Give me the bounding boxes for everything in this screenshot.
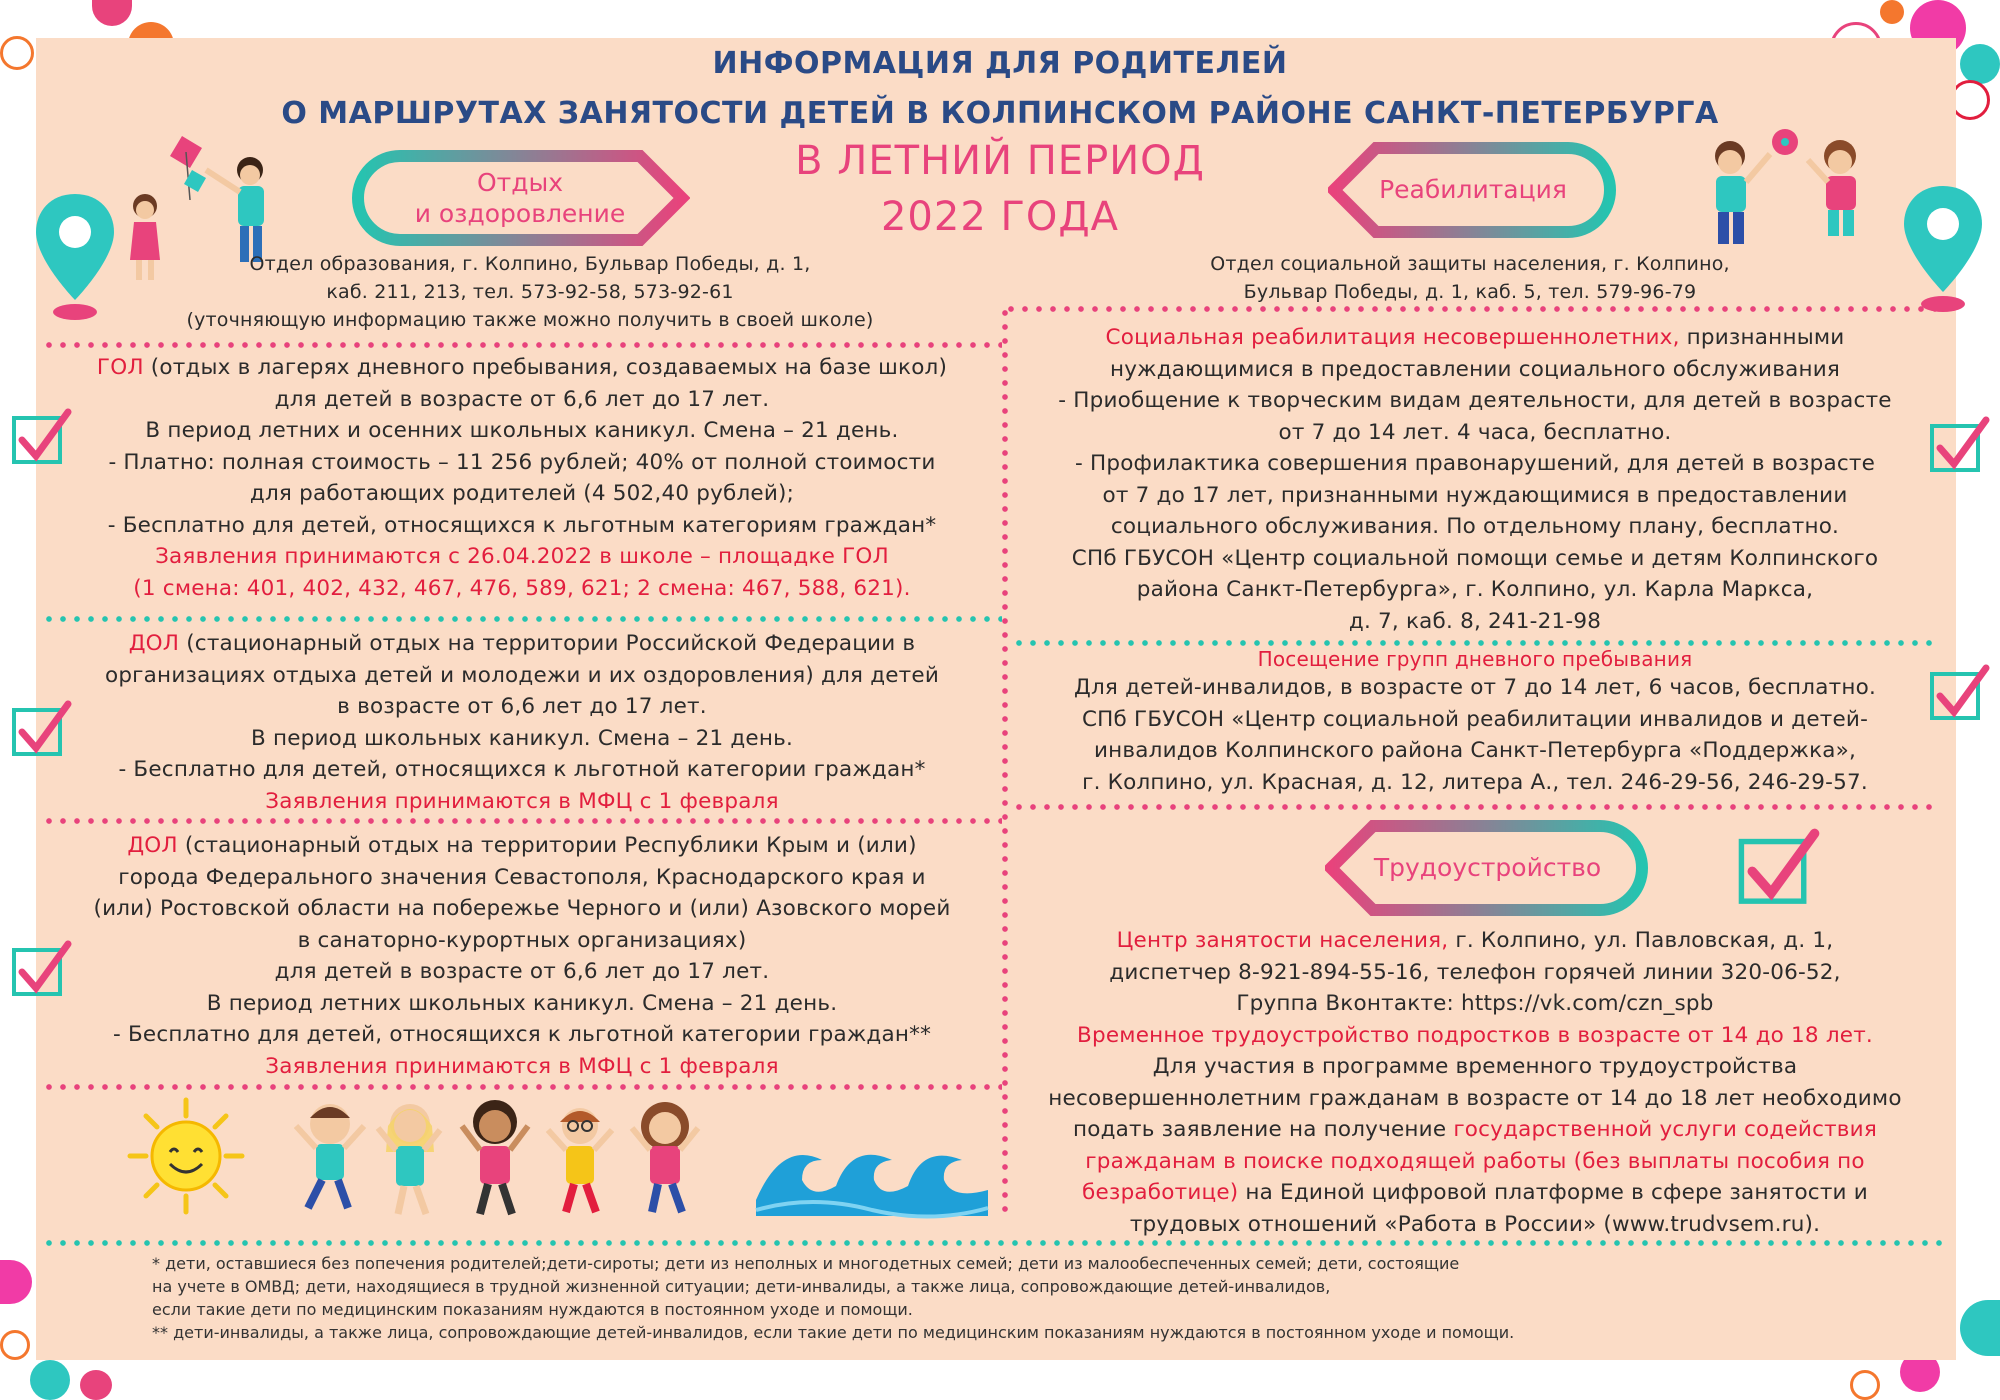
decor-ring bbox=[0, 1330, 30, 1360]
kids-ball-illustration bbox=[1690, 126, 1880, 256]
tag-rest bbox=[350, 148, 690, 248]
rehab-line: социального обслуживания. По отдельному плану, бесплатно. bbox=[1110, 514, 1840, 539]
dol-line: в санаторно-курортных организациях) bbox=[297, 927, 747, 953]
daycare-section bbox=[1010, 646, 1940, 798]
employment-service: безработице) bbox=[1082, 1180, 1239, 1205]
dol-title: ДОЛ bbox=[128, 631, 180, 656]
footnote-line: если такие дети по медицинским показаниям нуждаются в постоянном уходе и помощи. bbox=[152, 1300, 913, 1319]
employment-line: несовершеннолетним гражданам в возрасте от 14 до 18 лет необходимо bbox=[1048, 1085, 1902, 1111]
decor-ring bbox=[1850, 1370, 1880, 1400]
gol-line: - Бесплатно для детей, относящихся к льготным категориям граждан* bbox=[107, 512, 937, 538]
jumping-kids-illustration bbox=[290, 1096, 710, 1226]
tag-rehab bbox=[1328, 140, 1618, 240]
dol-line: в возрасте от 6,6 лет до 17 лет. bbox=[337, 694, 707, 719]
contact-line: Отдел образования, г. Колпино, Бульвар Победы, д. 1, bbox=[249, 253, 811, 275]
footnote-line: на учете в ОМВД; дети, находящиеся в трудной жизненной ситуации; дети-инвалиды, а также лица, сопровождающие детей-инвалидов, bbox=[152, 1277, 1331, 1296]
dol-russia-section bbox=[42, 628, 1002, 817]
contact-line: каб. 211, 213, тел. 573-92-58, 573-92-61 bbox=[326, 281, 734, 303]
header-title-line2: О МАРШРУТАХ ЗАНЯТОСТИ ДЕТЕЙ В КОЛПИНСКОМ РАЙОНЕ САНКТ-ПЕТЕРБУРГА bbox=[281, 96, 1719, 131]
rehab-line: - Профилактика совершения правонарушений, для детей в возрасте bbox=[1075, 451, 1875, 476]
decor-circle bbox=[30, 1360, 70, 1400]
employment-section bbox=[1010, 925, 1940, 1240]
rehab-title: Социальная реабилитация несовершеннолетних, bbox=[1105, 325, 1680, 350]
waves-icon bbox=[752, 1130, 992, 1220]
daycare-line: г. Колпино, ул. Красная, д. 12, литера А., тел. 246-29-56, 246-29-57. bbox=[1082, 769, 1868, 795]
employment-service: гражданам в поиске подходящей работы (без выплаты пособия по bbox=[1085, 1148, 1865, 1174]
daycare-title: Посещение групп дневного пребывания bbox=[1257, 647, 1693, 671]
dol-line: - Бесплатно для детей, относящихся к льготной категории граждан* bbox=[118, 757, 926, 782]
social-protection-contact bbox=[1020, 250, 1920, 306]
gol-application-note: Заявления принимаются с 26.04.2022 в школе – площадке ГОЛ bbox=[155, 544, 889, 569]
separator bbox=[42, 616, 1002, 622]
rehab-line: СПб ГБУСОН «Центр социальной помощи семье и детям Колпинского bbox=[1071, 545, 1879, 571]
contact-line: (уточняющую информацию также можно получить в своей школе) bbox=[186, 309, 874, 331]
employment-line: трудовых отношений «Работа в России» (www.trudvsem.ru). bbox=[1129, 1211, 1821, 1237]
contact-line: Отдел социальной защиты населения, г. Колпино, bbox=[1210, 253, 1730, 275]
gol-line: - Платно: полная стоимость – 11 256 рублей; 40% от полной стоимости bbox=[108, 449, 936, 475]
rehab-line: района Санкт-Петербурга», г. Колпино, ул. Карла Маркса, bbox=[1136, 577, 1814, 602]
tag-rehab-label: Реабилитация bbox=[1379, 175, 1567, 205]
dol-line: (или) Ростовской области на побережье Черного и (или) Азовского морей bbox=[93, 896, 951, 921]
employment-line: Для участия в программе временного трудоустройства bbox=[1152, 1054, 1798, 1079]
rehab-line: - Приобщение к творческим видам деятельности, для детей в возрасте bbox=[1058, 388, 1892, 413]
dol-line: В период летних школьных каникул. Смена – 21 день. bbox=[206, 990, 838, 1016]
dol-line: города Федерального значения Севастополя, Краснодарского края и bbox=[118, 864, 926, 890]
gol-line: для детей в возрасте от 6,6 лет до 17 лет. bbox=[274, 386, 770, 412]
dol-line: организациях отдыха детей и молодежи и их оздоровления) для детей bbox=[104, 662, 940, 688]
daycare-line: Для детей-инвалидов, в возрасте от 7 до 14 лет, 6 часов, бесплатно. bbox=[1073, 675, 1876, 700]
decor-circle bbox=[0, 1260, 32, 1304]
header-title-line1: ИНФОРМАЦИЯ ДЛЯ РОДИТЕЛЕЙ bbox=[712, 46, 1288, 81]
dol-line: В период школьных каникул. Смена – 21 день. bbox=[250, 725, 794, 751]
dol-title: ДОЛ bbox=[127, 833, 178, 858]
gol-schools-list: (1 смена: 401, 402, 432, 467, 476, 589, 621; 2 смена: 467, 588, 621). bbox=[133, 575, 911, 601]
rehab-line: от 7 до 14 лет. 4 часа, бесплатно. bbox=[1278, 419, 1672, 445]
gol-title: ГОЛ bbox=[96, 355, 144, 380]
decor-circle bbox=[1880, 0, 1904, 24]
footnote-line: ** дети-инвалиды, а также лица, сопровождающие детей-инвалидов, если такие дети по медицинским показаниям нуждаются в постоянном уходе и помощи. bbox=[152, 1323, 1515, 1342]
dol-line: (стационарный отдых на территории Республики Крым и (или) bbox=[177, 833, 917, 858]
decor-circle bbox=[1960, 1300, 2000, 1356]
separator bbox=[1004, 306, 1944, 312]
employment-service: государственной услуги содействия bbox=[1453, 1117, 1877, 1142]
footnotes bbox=[152, 1252, 1852, 1344]
employment-line: подать заявление на получение bbox=[1072, 1117, 1454, 1142]
separator bbox=[1012, 804, 1932, 810]
separator bbox=[42, 818, 1002, 824]
education-dept-contact bbox=[60, 250, 1000, 334]
rehab-section bbox=[1010, 322, 1940, 637]
gol-line: (отдых в лагерях дневного пребывания, создаваемых на базе школ) bbox=[143, 355, 948, 380]
dol-line: (стационарный отдых на территории Российской Федерации в bbox=[179, 631, 916, 656]
dol-application-note: Заявления принимаются в МФЦ с 1 февраля bbox=[265, 1053, 779, 1079]
daycare-line: инвалидов Колпинского района Санкт-Петербурга «Поддержка», bbox=[1093, 738, 1857, 763]
decor-circle bbox=[80, 1370, 112, 1400]
contact-line: Бульвар Победы, д. 1, каб. 5, тел. 579-96-79 bbox=[1243, 281, 1697, 303]
employment-center-name: Центр занятости населения, bbox=[1116, 928, 1449, 953]
rehab-line: от 7 до 17 лет, признанными нуждающимися в предоставлении bbox=[1102, 482, 1848, 508]
employment-line: Группа Вконтакте: https://vk.com/czn_spb bbox=[1236, 991, 1714, 1016]
employment-highlight: Временное трудоустройство подростков в возрасте от 14 до 18 лет. bbox=[1077, 1022, 1873, 1048]
gol-section bbox=[42, 352, 1002, 604]
checkmark-icon bbox=[1736, 828, 1820, 912]
tag-employment-label: Трудоустройство bbox=[1373, 853, 1602, 883]
decor-circle bbox=[92, 0, 132, 26]
rehab-line: нуждающимися в предоставлении социального обслуживания bbox=[1109, 356, 1841, 382]
daycare-line: СПб ГБУСОН «Центр социальной реабилитации инвалидов и детей- bbox=[1081, 706, 1869, 732]
gol-line: В период летних и осенних школьных каникул. Смена – 21 день. bbox=[145, 418, 899, 443]
dol-application-note: Заявления принимаются в МФЦ с 1 февраля bbox=[265, 788, 779, 814]
separator bbox=[42, 1084, 1002, 1090]
rehab-line: д. 7, каб. 8, 241-21-98 bbox=[1348, 608, 1602, 634]
separator bbox=[42, 1240, 1942, 1246]
header-title-line3: В ЛЕТНИЙ ПЕРИОД bbox=[795, 138, 1205, 184]
separator bbox=[42, 342, 1002, 348]
tag-employment bbox=[1325, 818, 1650, 918]
dol-line: - Бесплатно для детей, относящихся к льготной категории граждан** bbox=[112, 1022, 932, 1047]
gol-line: для работающих родителей (4 502,40 рублей); bbox=[249, 481, 795, 506]
sun-icon bbox=[126, 1096, 246, 1216]
dol-line: для детей в возрасте от 6,6 лет до 17 лет. bbox=[274, 959, 770, 984]
footnote-line: * дети, оставшиеся без попечения родителей;дети-сироты; дети из неполных и многодетных семей; дети из малообеспеченных семей; дети, состоящие bbox=[152, 1254, 1460, 1273]
tag-rest-line2: и оздоровление bbox=[414, 199, 626, 228]
employment-line: г. Колпино, ул. Павловская, д. 1, bbox=[1448, 928, 1834, 953]
employment-line: на Единой цифровой платформе в сфере занятости и bbox=[1238, 1180, 1868, 1205]
rehab-line: признанными bbox=[1679, 325, 1845, 350]
column-divider bbox=[1002, 306, 1008, 1212]
header-title-line4: 2022 ГОДА bbox=[880, 194, 1119, 240]
tag-rest-line1: Отдых bbox=[476, 167, 564, 197]
dol-crimea-section bbox=[42, 830, 1002, 1082]
employment-line: диспетчер 8-921-894-55-16, телефон горячей линии 320-06-52, bbox=[1109, 959, 1841, 985]
